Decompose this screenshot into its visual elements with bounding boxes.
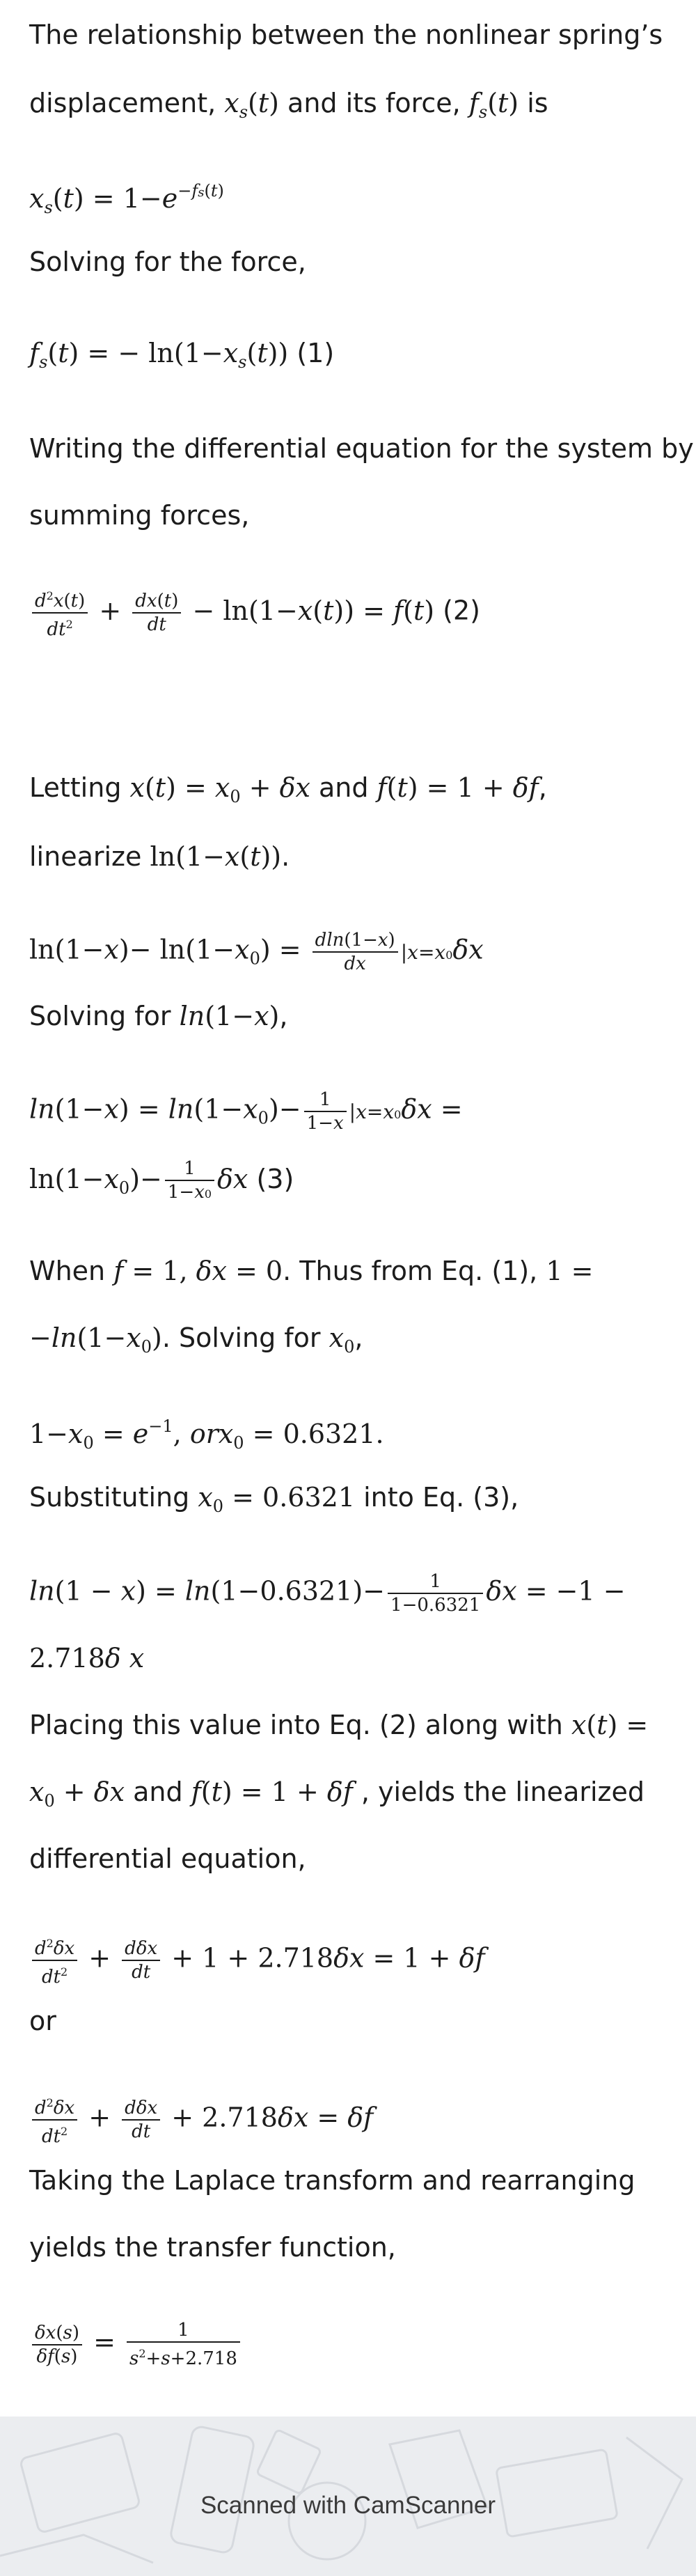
text-line: linearize ln(1−x(t)). [29,841,290,872]
text-line: displacement, $x_s(t)$ and its force, $f_s(t)$ is [29,88,548,122]
text-line: The relationship between the nonlinear spring’s [29,19,663,50]
equation: $f_s(t)$ = − $\ln(1-x_s(t))$ (1) [29,338,335,372]
text-line: When f = 1, δx = 0. Thus from Eq. (1), 1 = [29,1256,594,1286]
text-line: summing forces, [29,500,250,531]
text-line: Writing the differential equation for the system by [29,433,694,464]
text-line: Taking the Laplace transform and rearranging [29,2165,635,2196]
scanner-watermark-text: Scanned with CamScanner [200,2492,496,2519]
text-line: $-\ln(1-x_0)$. Solving for $x_0$, [29,1322,363,1357]
equation: $\frac{d^2x(t)}{dt^2}$ + $\frac{dx(t)}{dt}$ − ln(1−x(t)) = f(t) (2) [29,585,480,641]
text-line: Solving for the force, [29,247,306,277]
equation: $1-x_0 = e^{-1}$, orx$_0$ = 0.6321. [29,1416,384,1453]
text-line: Letting $x(t) = x_0 + \delta x$ and f(t) = 1 + δf, [29,772,547,806]
text-line: yields the transfer function, [29,2232,396,2263]
text-line: $x_0 + \delta x$ and f(t) = 1 + δf , yields the linearized [29,1777,644,1811]
equation: 2.718δ x [29,1643,145,1673]
text-line: Solving for ln(1−x), [29,1001,288,1031]
equation: $\ln(1-x_0)-$ $\frac{1}{1-x0}$ δx (3) [29,1158,294,1203]
equation: $\frac{d^2\delta x}{dt^2}$ + $\frac{\text{dδx}}{dt}$ + 2.718δx = δf [29,2092,373,2148]
text-line: Placing this value into Eq. (2) along with x(t) = [29,1710,649,1740]
equation: $x_s(t) = 1-e^{-fs(t)}$ [29,181,224,217]
text-line: or [29,2006,56,2036]
equation: ln(1 − x) = ln(1−0.6321)− $\frac{1}{1-0.6321}$ δx = −1 − [29,1571,626,1616]
equation: $\frac{\delta x(s)}{\delta f(s)}$ = $\frac{1}{s^2+s+2.718}$ [29,2319,243,2370]
text-line: differential equation, [29,1843,306,1874]
equation: $\ln(1-x)- \ln(1-x_0)$ = $\frac{dln(1-x)}{dx}$ |x=x0δx [29,930,484,974]
scanner-watermark-footer [0,2417,696,2576]
text-line: Substituting $x_0 = 0.6321$ into Eq. (3), [29,1482,519,1516]
equation: $\ln(1-x) = \ln(1-x_0)-$ $\frac{1}{1-x}$ |x=x0δx = [29,1089,463,1134]
equation: $\frac{d^2\delta x}{dt^2}$ + $\frac{\text{dδx}}{dt}$ + 1 + 2.718δx = 1 + δf [29,1933,485,1988]
